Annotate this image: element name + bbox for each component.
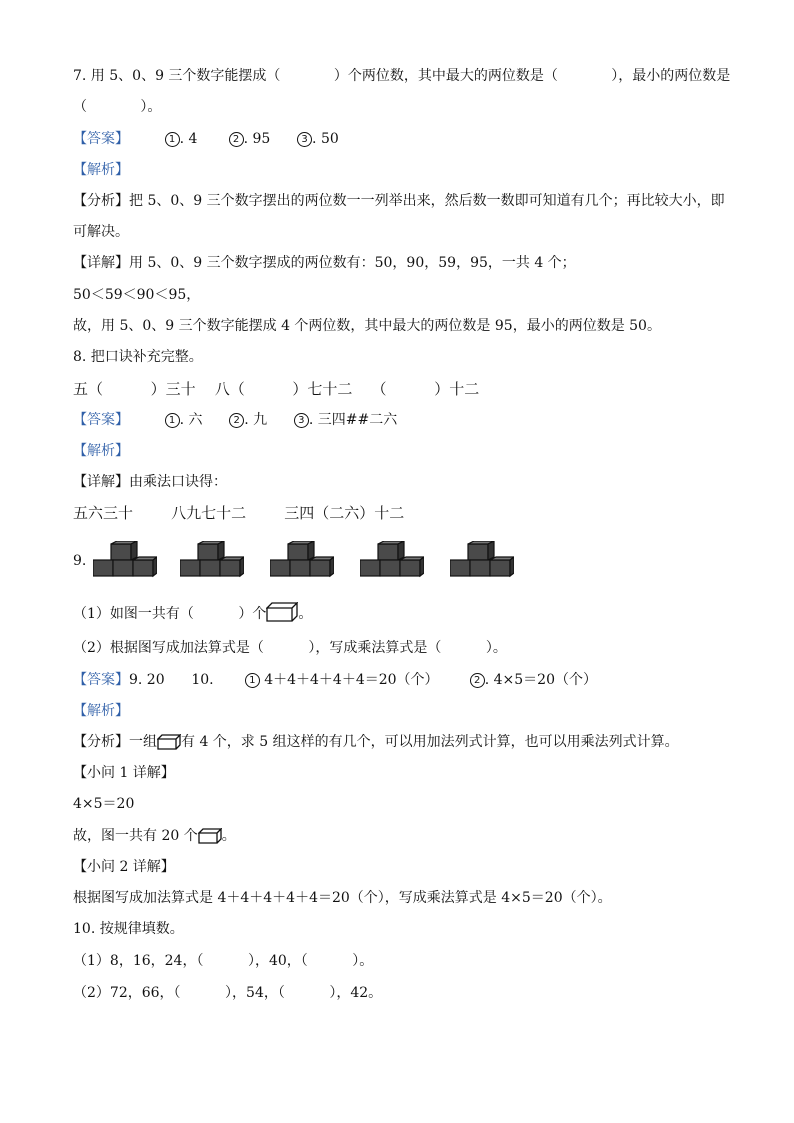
answer-value: 九 <box>253 412 268 428</box>
q8-title: 8. 把口诀补充完整。 <box>73 349 203 365</box>
detail-tag: 【详解】 <box>73 474 129 490</box>
analysis-tag: 【解析】 <box>73 162 129 178</box>
cube-group-3 <box>270 541 334 579</box>
q9-analysis-tag <box>73 701 129 721</box>
q7-detail-line2: 50＜59＜90＜95， <box>73 287 201 303</box>
detail-text: 由乘法口诀得： <box>129 474 227 490</box>
answer-value: 4×5＝20（个） <box>493 672 597 688</box>
cube-group-4 <box>360 541 424 579</box>
detail-text: 用 5、0、9 三个数字摆成的两位数有：50，90，59，95，一共 4 个； <box>129 255 576 271</box>
detail-tag: 【详解】 <box>73 255 129 271</box>
answer-prefix: 9. 20 10. <box>129 672 214 688</box>
q7-question-line1: 7. 用 5、0、9 三个数字能摆成（ ）个两位数，其中最大的两位数是（ ），最小的两位数是 <box>73 68 731 84</box>
q7-question-line2: （ ）。 <box>73 99 162 115</box>
answer-value: 六 <box>188 412 203 428</box>
circled-number: 3 <box>297 132 312 147</box>
answer-value: 50 <box>320 131 339 147</box>
q7-detail-line1 <box>73 253 576 273</box>
analysis-tag: 【解析】 <box>73 443 129 459</box>
q9-sub1 <box>73 602 312 624</box>
q8-detail-line <box>73 472 227 492</box>
q10-sub2: （2）72，66，（ ），54，（ ），42。 <box>73 985 383 1001</box>
q8-answer-row: 【答案】 1 . 六 2 . 九 3 . 三四##二六 <box>73 412 398 428</box>
q7-detail-line3: 故，用 5、0、9 三个数字能摆成 4 个两位数，其中最大的两位数是 95，最小的两位数是 50。 <box>73 318 661 334</box>
q7-answer-row: 【答案】 1 . 4 2 . 95 3 . 50 <box>73 131 339 147</box>
circled-number: 1 <box>165 413 180 428</box>
fenxi-tag: 【分析】 <box>73 734 129 750</box>
q7-analysis-tag <box>73 160 129 180</box>
fenxi-tag: 【分析】 <box>73 193 129 209</box>
fenxi-text: 把 5、0、9 三个数字摆出的两位数一一列举出来，然后数一数即可知道有几个；再比较大小，即 <box>129 193 725 209</box>
q9-conclusion <box>73 826 236 846</box>
cube-group-2 <box>180 541 244 579</box>
answer-tag: 【答案】 <box>73 412 129 428</box>
cube-icon <box>157 734 181 750</box>
circled-number: 1 <box>245 673 260 688</box>
circled-number: 2 <box>470 673 485 688</box>
q9-small1-tag: 【小问 1 详解】 <box>73 765 175 781</box>
conclusion-text: 故，图一共有 20 个 <box>73 828 198 844</box>
q8-analysis-tag <box>73 441 129 461</box>
answer-tag: 【答案】 <box>73 131 129 147</box>
q8-result-line: 五六三十 八九七十二 三四（二六）十二 <box>73 504 405 522</box>
answer-value: 95 <box>252 131 271 147</box>
q9-small2-tag: 【小问 2 详解】 <box>73 859 175 875</box>
q9-fenxi-line <box>73 732 679 752</box>
circled-number: 3 <box>294 413 309 428</box>
q9-sub2: （2）根据图写成加法算式是（ ），写成乘法算式是（ ）。 <box>73 640 507 656</box>
answer-value: 4 <box>188 131 198 147</box>
answer-value: 三四##二六 <box>317 412 398 428</box>
circled-number: 2 <box>229 413 244 428</box>
fenxi-text-pre: 一组 <box>129 734 157 750</box>
answer-value: 4＋4＋4＋4＋4＝20（个） <box>264 672 439 688</box>
q9-small2-text: 根据图写成加法算式是 4＋4＋4＋4＋4＝20（个），写成乘法算式是 4×5＝20（个）。 <box>73 890 612 906</box>
q8-question-line: 五（ ）三十 八（ ）七十二 （ ）十二 <box>73 380 480 398</box>
conclusion-end: 。 <box>221 828 236 844</box>
q9-sub1-text: （1）如图一共有（ ）个 <box>73 606 267 622</box>
q10-sub1: （1）8，16，24，（ ），40，（ ）。 <box>73 953 374 969</box>
q7-fenxi-line1 <box>73 191 725 211</box>
q9-answer-row: 【答案】9. 20 10. 1 4＋4＋4＋4＋4＝20（个） 2 . 4×5＝20（个） <box>73 672 597 688</box>
q9-calc: 4×5＝20 <box>73 796 135 812</box>
q9-sub1-end: 。 <box>298 606 313 622</box>
cube-group-1 <box>93 541 157 579</box>
cube-icon <box>198 828 222 844</box>
fenxi-text-post: 有 4 个，求 5 组这样的有几个，可以用加法列式计算，也可以用乘法列式计算。 <box>181 734 679 750</box>
q10-title: 10. 按规律填数。 <box>73 921 184 937</box>
circled-number: 1 <box>165 132 180 147</box>
cube-icon <box>266 602 298 622</box>
answer-tag: 【答案】 <box>73 672 129 688</box>
analysis-tag: 【解析】 <box>73 703 129 719</box>
circled-number: 2 <box>229 132 244 147</box>
q9-number: 9. <box>73 553 87 569</box>
q7-fenxi-line2: 可解决。 <box>73 224 129 240</box>
cube-group-5 <box>450 541 514 579</box>
